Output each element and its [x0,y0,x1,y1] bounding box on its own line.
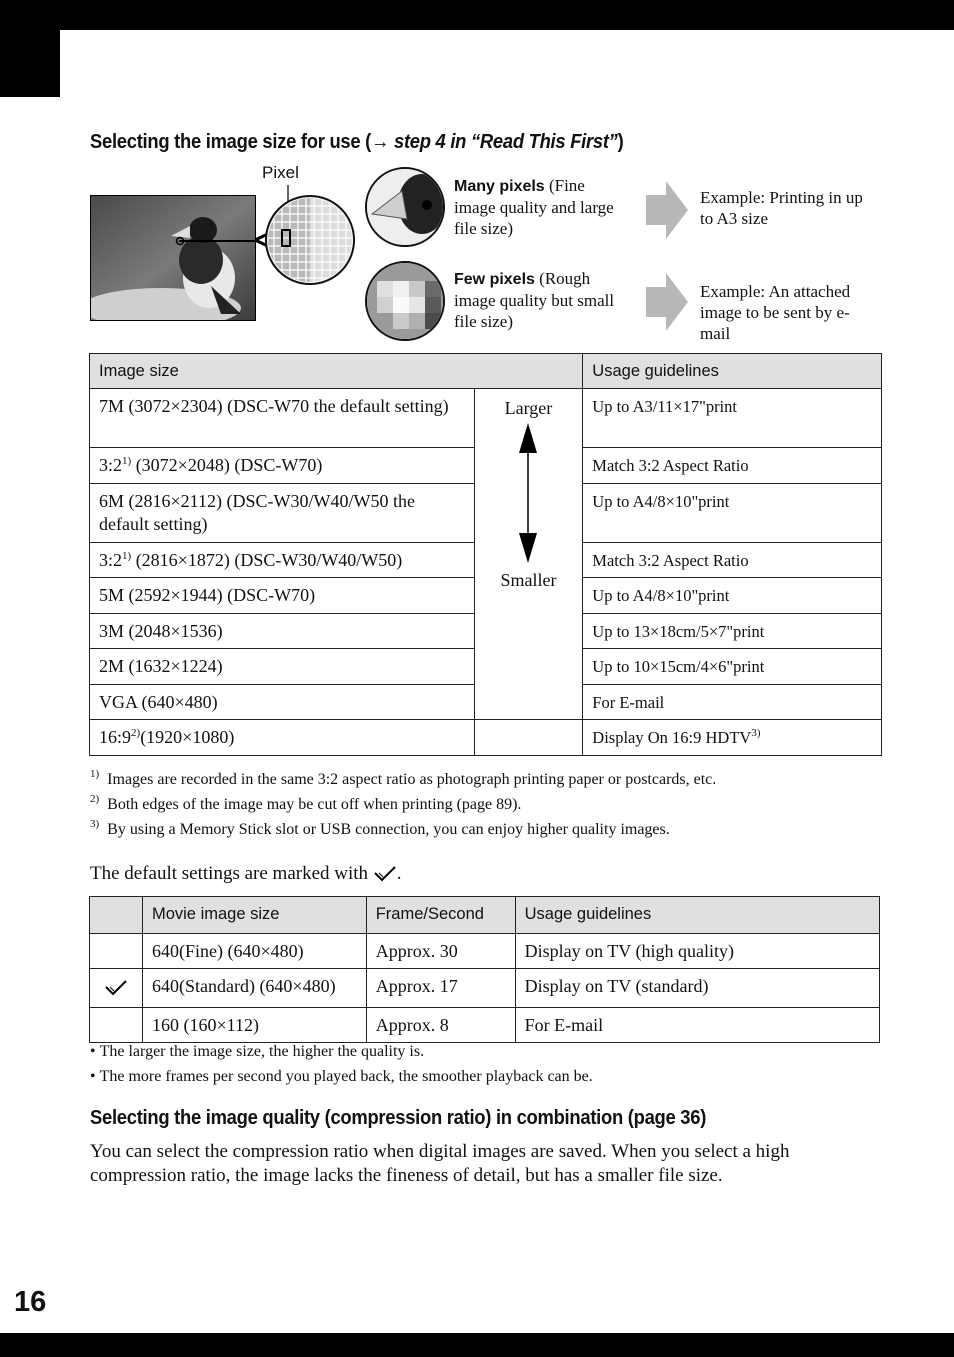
table-cell-usage: Display on TV (high quality) [515,934,879,969]
section-heading-image-size: Selecting the image size for use (→ step 4 in “Read This First”) [90,131,624,153]
table-cell-usage: Up to A4/8×10"print [583,578,882,614]
table-cell-usage: Up to A4/8×10"print [583,484,882,543]
header-frame-second: Frame/Second [366,897,515,934]
table-cell-empty [475,720,583,756]
table-cell-fps: Approx. 30 [366,934,515,969]
table-cell-usage: Display On 16:9 HDTV$^{3)}$ [583,720,882,756]
default-note: The default settings are marked with . [90,863,402,884]
bird-photo [90,195,256,321]
table-cell-mark [90,1008,143,1043]
double-arrow-icon [518,423,538,563]
few-pixels-circle [365,261,445,341]
table-cell-size: 5M (2592×1944) (DSC-W70) [90,578,475,614]
table-cell-usage: For E-mail [583,685,882,720]
table-cell-size: VGA (640×480) [90,685,475,720]
header-usage-guidelines: Usage guidelines [515,897,879,934]
table-cell-size: 640(Fine) (640×480) [142,934,366,969]
table-cell-size: 2M (1632×1224) [90,649,475,685]
top-corner-block [0,0,60,97]
checkmark-icon [373,864,397,882]
movie-size-table [89,896,880,1043]
right-arrow-icon: → [371,131,390,153]
section-body: You can select the compression ratio when digital images are saved. When you select a high compression ratio, the image lacks the fineness of detail, but has a smaller file size. [90,1141,790,1186]
many-pixels-circle [365,167,445,247]
header-empty [90,897,143,934]
header-movie-image-size: Movie image size [142,897,366,934]
few-pixels-description: Few pixels (Rough image quality but small file size) [454,269,615,331]
bottom-black-bar [0,1333,954,1357]
top-black-bar [0,0,954,30]
section-heading-image-quality: Selecting the image quality (compression ratio) in combination (page 36) [90,1107,707,1129]
table-cell-usage: Display on TV (standard) [515,969,879,1008]
example-many: Example: Printing in up to A3 size [700,188,863,228]
page-number: 16 [14,1286,47,1318]
table-cell-size: $16:9^{2)}(1920\times 1080)$ [90,720,475,756]
table-cell-size: 3:2$^{1)}$ (3072×2048) (DSC-W70) [90,448,475,484]
table-cell-size: 6M (2816×2112) (DSC-W30/W40/W50 the default setting) [90,484,475,543]
many-pixels-description: Many pixels (Fine image quality and large file size) [454,176,614,238]
table-cell-usage: Up to 13×18cm/5×7"print [583,614,882,649]
table-cell-fps: Approx. 8 [366,1008,515,1043]
table-cell-usage: Match 3:2 Aspect Ratio [583,543,882,578]
table-cell-size: 160 (160×112) [142,1008,366,1043]
footnote: $^{1)}$ Images are recorded in the same 3:2 aspect ratio as photograph printing paper or postcards, etc. [90,768,717,788]
table-cell-usage: Match 3:2 Aspect Ratio [583,448,882,484]
table-cell-usage: Up to 10×15cm/4×6"print [583,649,882,685]
table-cell-usage: Up to A3/11×17"print [583,389,882,448]
table-cell-mark [90,934,143,969]
header-usage-guidelines: Usage guidelines [583,354,882,389]
example-few: Example: An attached image to be sent by e-mail [700,282,851,343]
table-cell-fps: Approx. 17 [366,969,515,1008]
table-cell-size: 3M (2048×1536) [90,614,475,649]
header-image-size: Image size [90,354,583,389]
gray-arrow-icon [646,181,688,239]
pixel-label: Pixel [262,163,299,182]
bullet-item: • The larger the image size, the higher the quality is. [90,1043,425,1060]
larger-label: Larger [504,398,553,418]
table-cell-size: 640(Standard) (640×480) [142,969,366,1008]
smaller-label: Smaller [500,570,557,590]
table-cell-mark [90,969,143,1008]
footnote: $^{3)}$ By using a Memory Stick slot or USB connection, you can enjoy higher quality images. [90,818,670,838]
table-cell-size: 3:2$^{1)}$ (2816×1872) (DSC-W30/W40/W50) [90,543,475,578]
pixel-zoom-diagram [240,185,360,295]
size-scale-cell [475,389,583,720]
image-size-table [89,353,882,756]
gray-arrow-icon [646,273,688,331]
footnote: $^{2)}$ Both edges of the image may be cut off when printing (page 89). [90,793,522,813]
bullet-item: • The more frames per second you played back, the smoother playback can be. [90,1068,593,1085]
checkmark-icon [104,978,128,996]
table-cell-usage: For E-mail [515,1008,879,1043]
table-cell-size: 7M (3072×2304) (DSC-W70 the default setting) [90,389,475,448]
